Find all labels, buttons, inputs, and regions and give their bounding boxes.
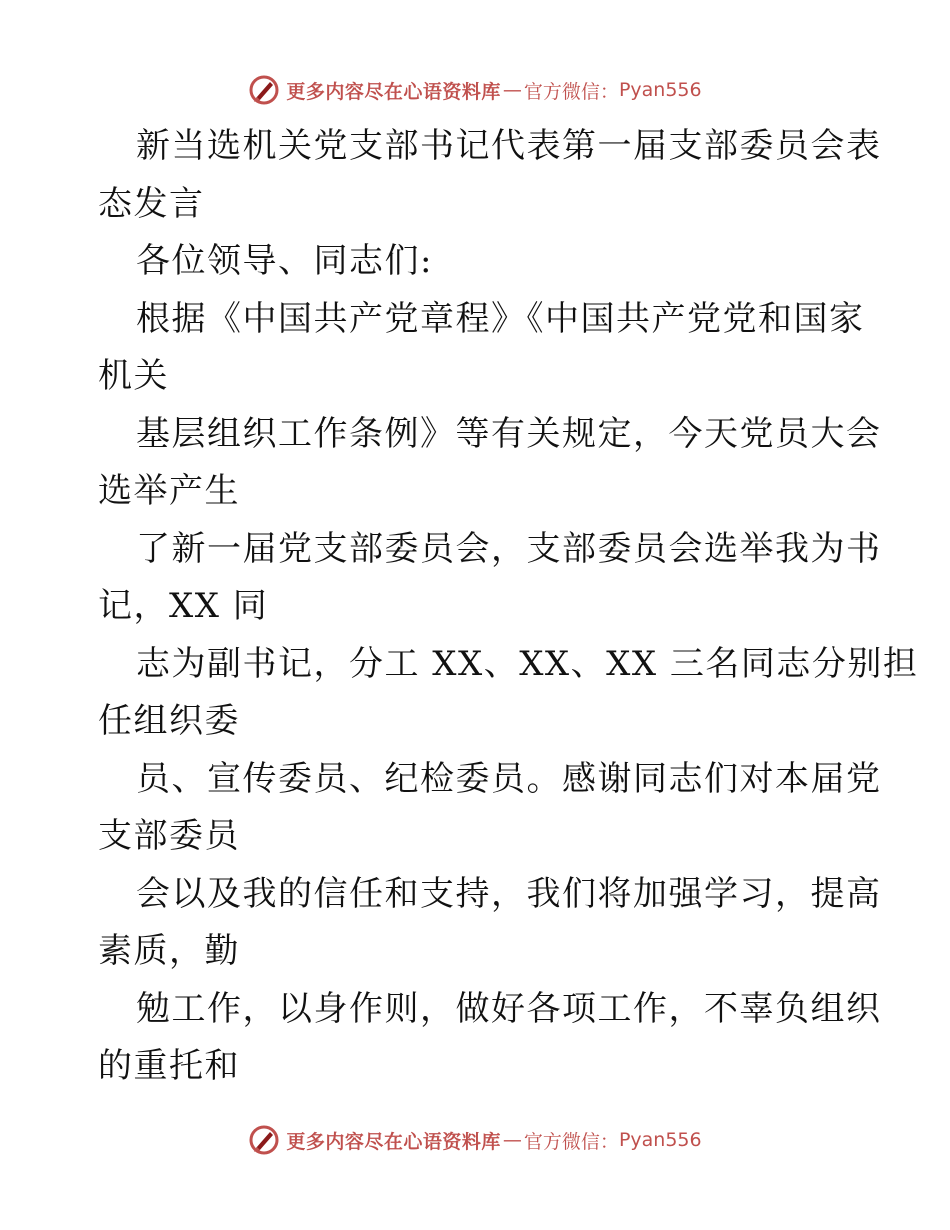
doc-line: 勉工作，以身作则，做好各项工作，不辜负组织 xyxy=(136,988,882,1029)
doc-line: 各位领导、同志们: xyxy=(136,241,433,281)
doc-line: 支部委员 xyxy=(98,816,240,856)
doc-line: 了新一届党支部委员会，支部委员会选举我为书 xyxy=(136,528,882,569)
banner-wechat-label: 官方微信： xyxy=(523,80,619,103)
doc-line: 基层组织工作条例》等有关规定，今天党员大会 xyxy=(136,413,882,454)
footer-banner xyxy=(0,1120,950,1160)
banner-dash: — xyxy=(502,1129,522,1151)
doc-line: 新当选机关党支部书记代表第一届支部委员会表 xyxy=(136,126,882,166)
banner-wechat-id: Pyan556 xyxy=(618,79,702,101)
doc-line: 员、宣传委员、纪检委员。感谢同志们对本届党 xyxy=(136,758,882,799)
document-body xyxy=(98,118,919,1096)
doc-line: 素质，勤 xyxy=(98,931,240,971)
doc-line: 根据《中国共产党章程》《中国共产党党和国家 xyxy=(136,298,865,339)
doc-line: 态发言 xyxy=(98,183,205,224)
doc-line: 会以及我的信任和支持，我们将加强学习，提高 xyxy=(136,873,882,914)
pen-logo-icon xyxy=(248,1124,280,1156)
doc-line: 任组织委 xyxy=(98,701,240,741)
doc-line: 选举产生 xyxy=(98,471,240,511)
doc-line: 的重托和 xyxy=(98,1046,240,1086)
doc-line: 志为副书记，分工 XX、XX、XX 三名同志分别担 xyxy=(136,643,919,684)
doc-line: 记，XX 同 xyxy=(98,586,269,626)
banner-title: 更多内容尽在心语资料库 xyxy=(286,1130,501,1153)
header-banner xyxy=(0,70,950,110)
banner-wechat-label: 官方微信： xyxy=(523,1130,619,1153)
doc-line: 机关 xyxy=(98,356,169,396)
banner-dash: — xyxy=(502,79,522,101)
pen-logo-icon xyxy=(248,74,280,106)
banner-wechat-id: Pyan556 xyxy=(618,1129,702,1151)
banner-title: 更多内容尽在心语资料库 xyxy=(286,80,501,103)
